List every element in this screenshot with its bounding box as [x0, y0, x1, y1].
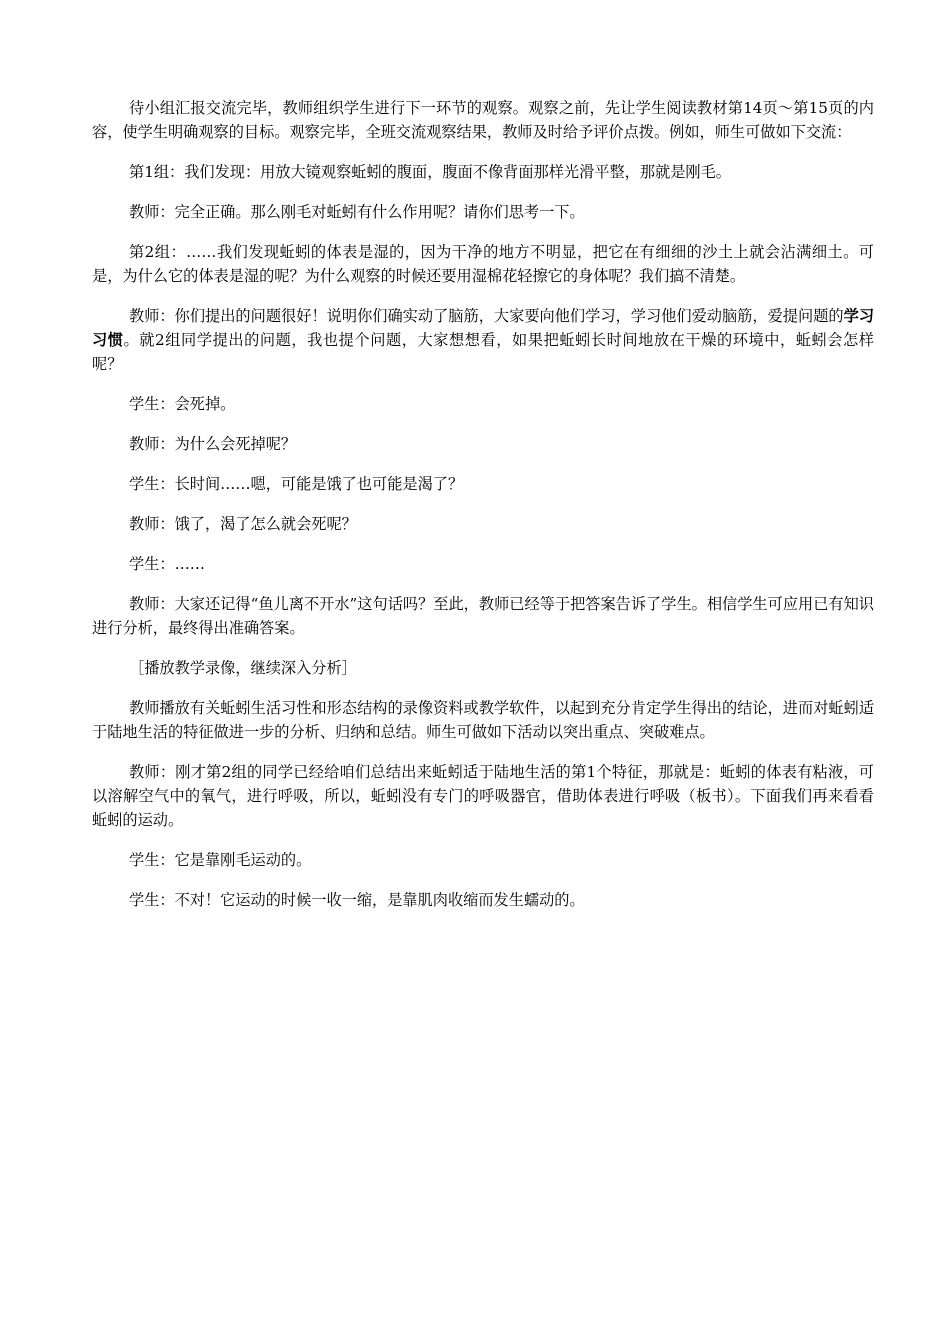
paragraph-group1-report: 第1组：我们发现：用放大镜观察蚯蚓的腹面，腹面不像背面那样光滑平整，那就是刚毛。: [129, 163, 731, 181]
paragraph-video-analysis: 教师播放有关蚯蚓生活习性和形态结构的录像资料或教学软件，以起到充分肯定学生得出的结论，进而对蚯蚓适于陆地生活的特征做进一步的分析、归纳和总结。师生可做如下活动以突出重点、突破难点。: [92, 699, 874, 741]
emphasis-study-habits: 学习习惯: [92, 307, 875, 349]
dialogue-line: 学生：长时间……嗯，可能是饿了也可能是渴了？: [129, 475, 464, 493]
document-page: [92, 96, 874, 928]
dialogue-line: 教师：刚才第2组的同学已经给咱们总结出来蚯蚓适于陆地生活的第1个特征，那就是：蚯蚓的体表有粘液，可以溶解空气中的氧气，进行呼吸，所以，蚯蚓没有专门的呼吸器官，借助体表进行呼吸（板书）。下面我们再来看看蚯蚓的运动。: [92, 763, 874, 829]
paragraph-teacher-response: 教师：完全正确。那么刚毛对蚯蚓有什么作用呢？请你们思考一下。: [129, 203, 585, 221]
dialogue-line: 学生：会死掉。: [129, 395, 236, 413]
section-heading: ［播放教学录像，继续深入分析］: [129, 659, 357, 677]
paragraph-group2-report: 第2组：……我们发现蚯蚓的体表是湿的，因为干净的地方不明显，把它在有细细的沙土上就会沾满细土。可是，为什么它的体表是湿的呢？为什么观察的时候还要用湿棉花轻擦它的身体呢？我们搞不清楚。: [92, 243, 874, 285]
dialogue-line: 教师：为什么会死掉呢？: [129, 435, 297, 453]
dialogue-line: 学生：不对！它运动的时候一收一缩，是靠肌肉收缩而发生蠕动的。: [129, 891, 585, 909]
teacher-praise-before: 教师：你们提出的问题很好！说明你们确实动了脑筋，大家要向他们学习，学习他们爱动脑筋，爱提问题的: [129, 307, 844, 325]
dialogue-line: 学生：它是靠刚毛运动的。: [129, 851, 312, 869]
teacher-praise-after: 。就2组同学提出的问题，我也提个问题，大家想想看，如果把蚯蚓长时间地放在干燥的环境中，蚯蚓会怎样呢？: [92, 331, 874, 373]
dialogue-line: 学生：……: [129, 555, 205, 573]
paragraph-intro: 待小组汇报交流完毕，教师组织学生进行下一环节的观察。观察之前，先让学生阅读教材第14页～第15页的内容，使学生明确观察的目标。观察完毕，全班交流观察结果，教师及时给予评价点拨。例如，师生可做如下交流：: [92, 99, 874, 141]
dialogue-line: 教师：饿了，渴了怎么就会死呢？: [129, 515, 357, 533]
dialogue-line: 教师：大家还记得“鱼儿离不开水”这句话吗？至此，教师已经等于把答案告诉了学生。相信学生可应用已有知识进行分析，最终得出准确答案。: [92, 595, 874, 637]
paragraph-teacher-praise: [92, 304, 874, 376]
